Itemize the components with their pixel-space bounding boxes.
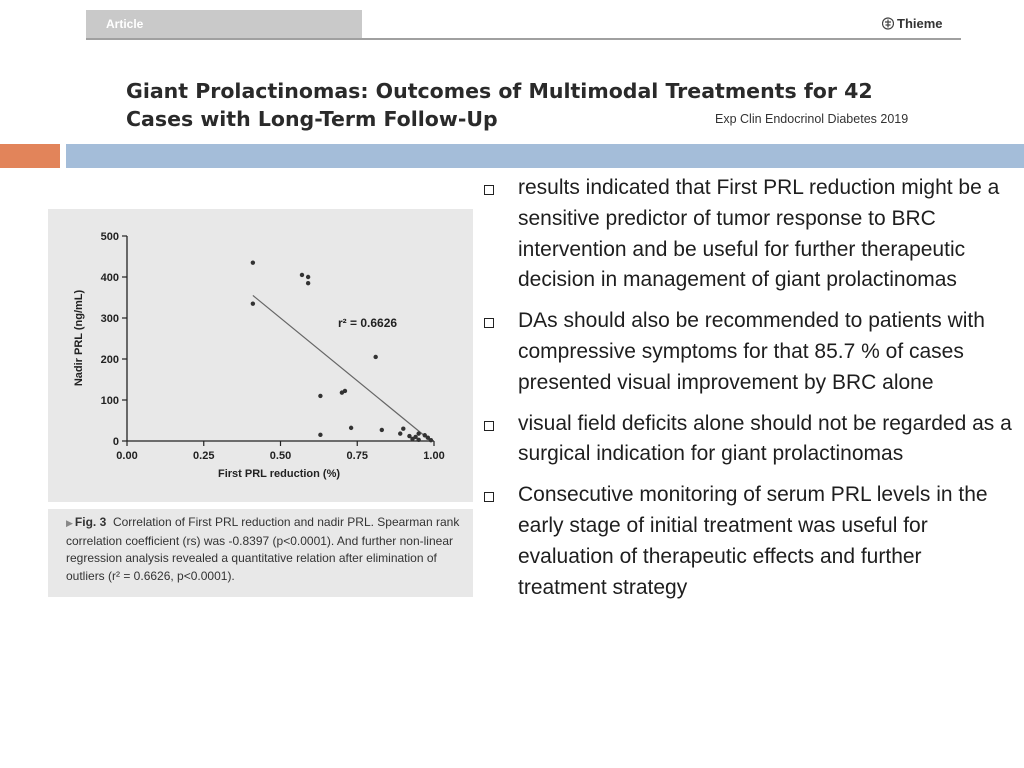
data-point — [300, 273, 304, 277]
bullet-item — [480, 480, 1015, 603]
data-point — [401, 427, 405, 431]
bullet-item — [480, 173, 1015, 296]
accent-band-orange — [0, 144, 60, 168]
y-tick-label: 0 — [112, 436, 119, 448]
data-point — [373, 355, 377, 359]
x-tick-label: 0.75 — [346, 450, 368, 462]
article-tab: Article — [86, 10, 362, 38]
data-point — [349, 426, 353, 430]
data-point — [416, 438, 420, 442]
y-tick-label: 100 — [100, 395, 119, 407]
publisher-name: Thieme — [897, 16, 943, 31]
figure-panel — [48, 209, 473, 502]
x-tick-label: 0.25 — [193, 450, 215, 462]
bullet-item — [480, 409, 1015, 471]
bullet-text: DAs should also be recommended to patients with compressive symptoms for that 85.7 % of cases presented visual improvement by BRC alone — [518, 309, 985, 394]
accent-band-blue — [66, 144, 1024, 168]
caption-label: Fig. 3 — [74, 515, 107, 529]
x-tick-label: 1.00 — [423, 450, 445, 462]
bullet-text: visual field deficits alone should not be regarded as a surgical indication for giant prolactinomas — [518, 411, 1012, 466]
y-tick-label: 200 — [100, 354, 119, 366]
thieme-logo-icon — [882, 17, 894, 30]
publisher-logo — [882, 16, 943, 31]
bullet-text: Consecutive monitoring of serum PRL levels in the early stage of initial treatment was useful for evaluation of therapeutic effects and further treatment strategy — [518, 483, 988, 599]
data-point — [306, 275, 310, 279]
bullet-item — [480, 306, 1015, 398]
y-tick-label: 400 — [100, 272, 119, 284]
y-tick-label: 300 — [100, 313, 119, 325]
caption-text: Correlation of First PRL reduction and nadir PRL. Spearman rank correlation coefficient (rs) was -0.8397 (p<0.0001). And further non-linear regression analysis revealed a quantitative relation after elimination of outliers (r² = 0.6626, p<0.0001). — [66, 515, 460, 583]
scatter-chart — [48, 209, 473, 502]
bullet-square-icon — [484, 185, 494, 195]
header-divider — [86, 38, 961, 40]
data-point — [318, 433, 322, 437]
r-squared-annotation: r² = 0.6626 — [338, 316, 398, 330]
data-point — [380, 428, 384, 432]
paper-title: Giant Prolactinomas: Outcomes of Multimodal Treatments for 42 Cases with Long-Term Follow-Up — [126, 79, 873, 131]
data-point — [343, 389, 347, 393]
bullet-square-icon — [484, 421, 494, 431]
data-point — [251, 301, 255, 305]
x-tick-label: 0.00 — [116, 450, 138, 462]
data-point — [429, 438, 433, 442]
data-point — [398, 431, 402, 435]
caption-arrow-icon: ▶ — [66, 518, 73, 528]
data-point — [251, 260, 255, 264]
bullet-square-icon — [484, 318, 494, 328]
y-axis-title: Nadir PRL (ng/mL) — [73, 289, 85, 387]
y-tick-label: 500 — [100, 231, 119, 243]
bullet-text: results indicated that First PRL reduction might be a sensitive predictor of tumor response to BRC intervention and be useful for further therapeutic decision in management of giant prolactinomas — [518, 176, 1000, 292]
data-point — [416, 431, 420, 435]
data-point — [318, 394, 322, 398]
journal-citation: Exp Clin Endocrinol Diabetes 2019 — [715, 112, 909, 126]
bullet-square-icon — [484, 492, 494, 502]
data-point — [306, 281, 310, 285]
figure-caption — [48, 509, 473, 597]
bullet-list — [480, 173, 1015, 613]
x-axis-title: First PRL reduction (%) — [217, 468, 341, 480]
x-tick-label: 0.50 — [269, 450, 292, 462]
